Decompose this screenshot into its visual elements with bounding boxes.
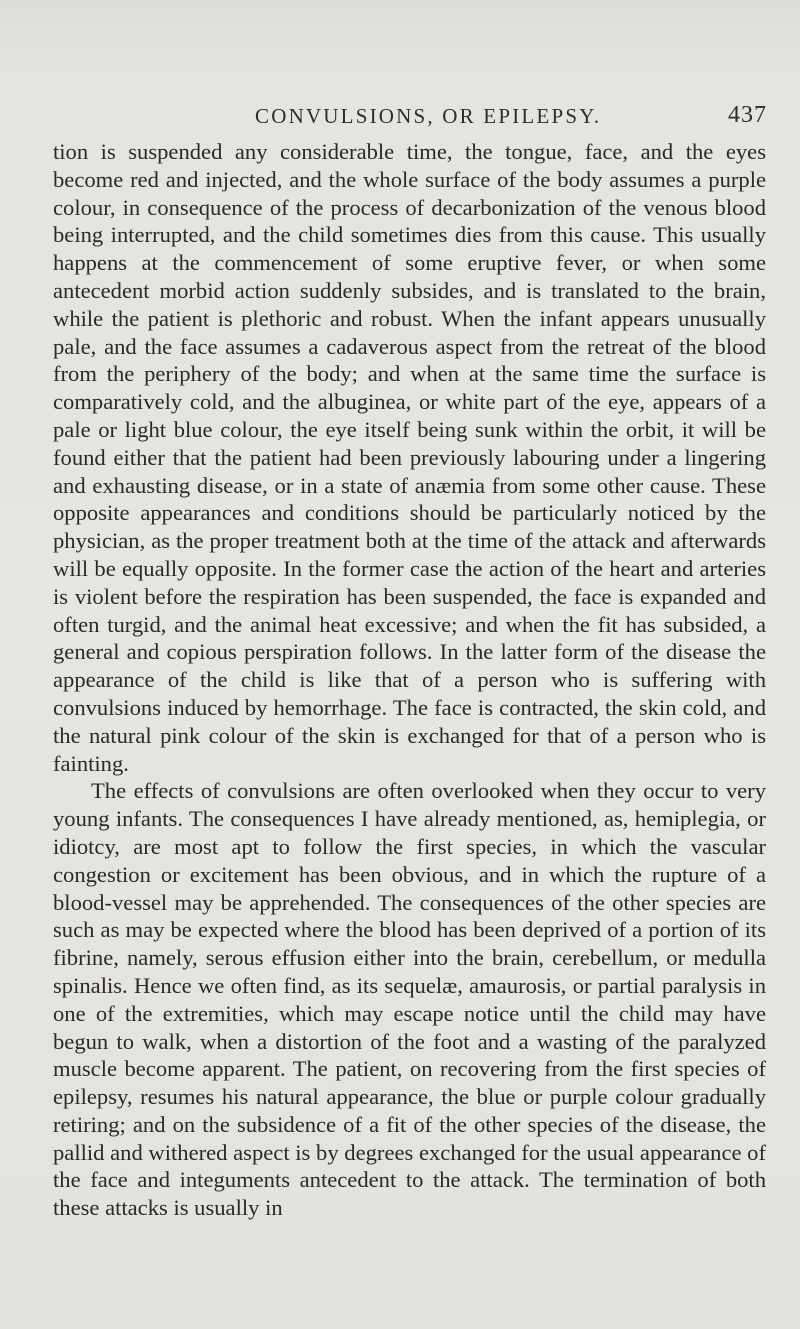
- paragraph-effects-of-convulsions: The effects of convulsions are often overlooked when they occur to very young infants. The consequences I have already mentioned, as, hemiplegia, or idiotcy, are most apt to follow the first species, in which the vascular congestion or excitement has been obvious, and in which the rupture of a blood-vessel may be apprehended. The consequences of the other species are such as may be expected where the blood has been deprived of a portion of its fibrine, namely, serous effusion either into the brain, cerebellum, or medulla spinalis. Hence we often find, as its sequelæ, amaurosis, or partial paralysis in one of the extremities, which may escape notice until the child may have begun to walk, when a distortion of the foot and a wasting of the paralyzed muscle become apparent. The patient, on recovering from the first species of epilepsy, resumes his natural appearance, the blue or purple colour gradually retiring; and on the subsidence of a fit of the other species of the disease, the pallid and withered aspect is by degrees exchanged for the usual appearance of the face and integuments antecedent to the attack. The termination of both these attacks is usually in: [53, 778, 766, 1221]
- body-text: [53, 138, 766, 1222]
- page-number: 437: [728, 102, 767, 128]
- running-title: CONVULSIONS, OR EPILEPSY.: [255, 104, 602, 128]
- paragraph-continuation: tion is suspended any considerable time, the tongue, face, and the eyes become red and injected, and the whole surface of the body assumes a purple colour, in consequence of the process of decarbonization of the venous blood being interrupted, and the child sometimes dies from this cause. This usually happens at the commencement of some eruptive fever, or when some antecedent morbid action suddenly subsides, and is translated to the brain, while the patient is plethoric and robust. When the infant appears unusually pale, and the face assumes a cadaverous aspect from the retreat of the blood from the periphery of the body; and when at the same time the surface is comparatively cold, and the albuginea, or white part of the eye, appears of a pale or light blue colour, the eye itself being sunk within the orbit, it will be found either that the patient had been previously labouring under a lingering and exhausting disease, or in a state of anæmia from some other cause. These opposite appearances and conditions should be particularly noticed by the physician, as the proper treatment both at the time of the attack and afterwards will be equally opposite. In the former case the action of the heart and arteries is violent before the respiration has been suspended, the face is expanded and often turgid, and the animal heat excessive; and when the fit has subsided, a general and copious perspiration follows. In the latter form of the disease the appearance of the child is like that of a person who is suffering with convulsions induced by hemorrhage. The face is contracted, the skin cold, and the natural pink colour of the skin is exchanged for that of a person who is fainting.: [53, 139, 766, 776]
